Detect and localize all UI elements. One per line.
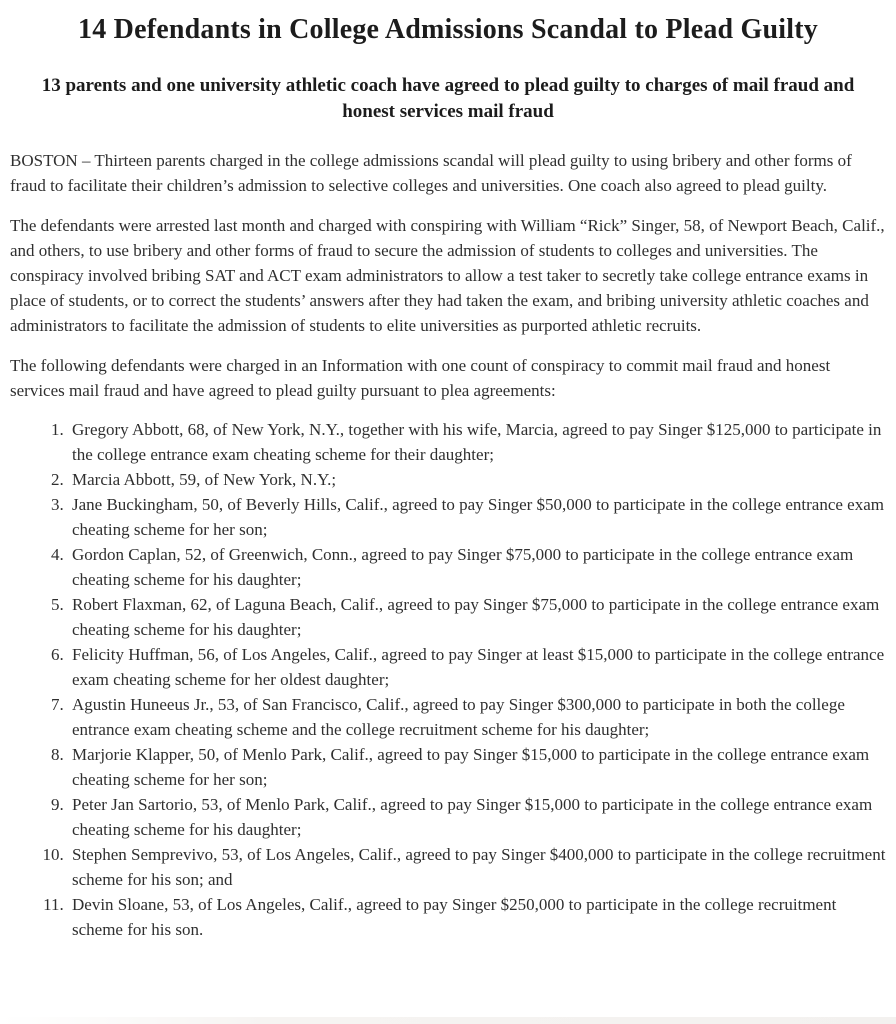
paragraph-list-intro: The following defendants were charged in an Information with one count of conspiracy to commit mail fraud and honest services mail fraud and have agreed to plead guilty pursuant to plea agreements: <box>10 356 831 401</box>
list-item-defendant-9: 9. Peter Jan Sartorio, 53, of Menlo Park, Calif., agreed to pay Singer $15,000 to participate in the college entrance exam cheating scheme for his daughter; <box>68 793 886 843</box>
page-subtitle: 13 parents and one university athletic coach have agreed to plead guilty to charges of mail fraud and honest services mail fraud <box>41 75 855 122</box>
list-item-defendant-11: 11. Devin Sloane, 53, of Los Angeles, Calif., agreed to pay Singer $250,000 to participate in the college recruitment scheme for his son. <box>68 893 886 943</box>
list-item-defendant-4: 4. Gordon Caplan, 52, of Greenwich, Conn., agreed to pay Singer $75,000 to participate in the college entrance exam cheating scheme for his daughter; <box>68 543 886 593</box>
list-item-defendant-7: 7. Agustin Huneeus Jr., 53, of San Francisco, Calif., agreed to pay Singer $300,000 to participate in both the college entrance exam cheating scheme and the college recruitment scheme for his daughter; <box>68 693 886 743</box>
paragraph-charges-details: The defendants were arrested last month and charged with conspiring with William “Rick” Singer, 58, of Newport Beach, Calif., and others, to use bribery and other forms of fraud to secure the admission of students to colleges and universities. The conspiracy involved bribing SAT and ACT exam administrators to allow a test taker to secretly take college entrance exams in place of students, or to correct the students’ answers after they had taken the exam, and bribing university athletic coaches and administrators to facilitate the admission of students to elite universities as purported athletic recruits. <box>10 216 885 336</box>
list-item-defendant-10: 10. Stephen Semprevivo, 53, of Los Angeles, Calif., agreed to pay Singer $400,000 to participate in the college recruitment scheme for his son; and <box>68 843 886 893</box>
list-item-defendant-2: 2. Marcia Abbott, 59, of New York, N.Y.; <box>68 468 886 493</box>
list-item-defendant-5: 5. Robert Flaxman, 62, of Laguna Beach, Calif., agreed to pay Singer $75,000 to participate in the college entrance exam cheating scheme for his daughter; <box>68 593 886 643</box>
list-item-defendant-8: 8. Marjorie Klapper, 50, of Menlo Park, Calif., agreed to pay Singer $15,000 to participate in the college entrance exam cheating scheme for her son; <box>68 743 886 793</box>
page-title: 14 Defendants in College Admissions Scandal to Plead Guilty <box>78 14 818 45</box>
page-bottom-edge <box>0 1017 896 1024</box>
paragraph-dateline-summary: BOSTON – Thirteen parents charged in the college admissions scandal will plead guilty to using bribery and other forms of fraud to facilitate their children’s admission to selective colleges and universities. One coach also agreed to plead guilty. <box>10 151 852 196</box>
defendant-list <box>10 418 886 943</box>
list-item-defendant-6: 6. Felicity Huffman, 56, of Los Angeles, Calif., agreed to pay Singer at least $15,000 to participate in the college entrance exam cheating scheme for her oldest daughter; <box>68 643 886 693</box>
list-item-defendant-1: 1. Gregory Abbott, 68, of New York, N.Y., together with his wife, Marcia, agreed to pay Singer $125,000 to participate in the college entrance exam cheating scheme for their daughter; <box>68 418 886 468</box>
list-item-defendant-3: 3. Jane Buckingham, 50, of Beverly Hills, Calif., agreed to pay Singer $50,000 to participate in the college entrance exam cheating scheme for her son; <box>68 493 886 543</box>
